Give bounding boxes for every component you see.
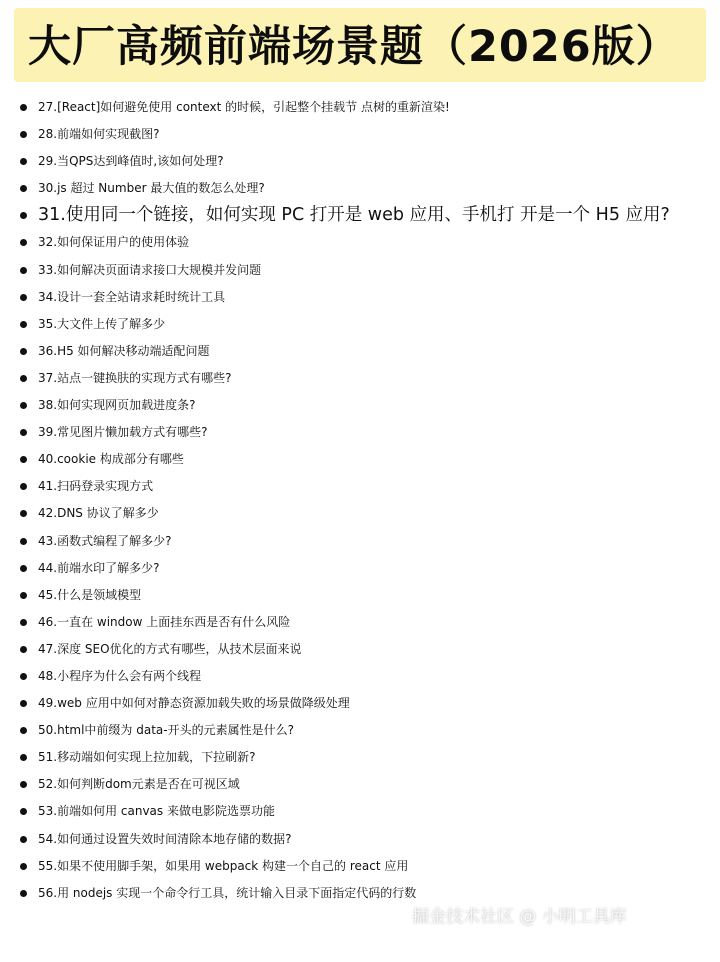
- bullet-icon: [20, 700, 27, 707]
- bullet-icon: [20, 836, 27, 843]
- question-text: 30.js 超过 Number 最大值的数怎么处理?: [38, 181, 265, 196]
- list-item: [18, 853, 718, 880]
- question-text: 44.前端水印了解多少?: [38, 560, 160, 575]
- question-text: 56.用 nodejs 实现一个命令行工具，统计输入目录下面指定代码的行数: [38, 885, 417, 900]
- bullet-icon: [20, 294, 27, 301]
- list-item: [18, 148, 718, 175]
- list-item: [18, 690, 718, 717]
- list-item: [18, 528, 718, 555]
- bullet-icon: [20, 781, 27, 788]
- list-item: [18, 880, 718, 907]
- bullet-icon: [20, 619, 27, 626]
- question-text: 41.扫码登录实现方式: [38, 479, 154, 494]
- bullet-icon: [20, 348, 27, 355]
- bullet-icon: [20, 592, 27, 599]
- list-item: [18, 717, 718, 744]
- bullet-icon: [20, 321, 27, 328]
- list-item: [18, 744, 718, 771]
- question-text: 27.[React]如何避免使用 context 的时候，引起整个挂载节 点树的重新渲染!: [38, 100, 450, 114]
- list-item: [18, 257, 718, 284]
- question-text: 54.如何通过设置失效时间清除本地存储的数据?: [38, 831, 292, 846]
- question-text: 36.H5 如何解决移动端适配问题: [38, 343, 210, 358]
- list-item: [18, 771, 718, 798]
- list-item: [18, 365, 718, 392]
- list-item: [18, 284, 718, 311]
- question-text: 55.如果不使用脚手架，如果用 webpack 构建一个自己的 react 应用: [38, 858, 409, 873]
- question-list: [18, 94, 718, 907]
- question-text: 28.前端如何实现截图?: [38, 127, 160, 142]
- list-item: [18, 94, 718, 121]
- question-text: 53.前端如何用 canvas 来做电影院选票功能: [38, 804, 275, 819]
- bullet-icon: [20, 429, 27, 436]
- question-text: 31.使用同一个链接，如何实现 PC 打开是 web 应用、手机打 开是一个 H5 应用?: [38, 205, 670, 226]
- page-title: 大厂高频前端场景题（2026版）: [28, 22, 680, 72]
- list-item: [18, 338, 718, 365]
- bullet-icon: [20, 185, 27, 192]
- question-text: 38.如何实现网页加载进度条?: [38, 398, 196, 413]
- bullet-icon: [20, 267, 27, 274]
- bullet-icon: [20, 375, 27, 382]
- list-item: [18, 392, 718, 419]
- list-item: [18, 798, 718, 825]
- question-text: 35.大文件上传了解多少: [38, 316, 166, 331]
- list-item: [18, 446, 718, 473]
- question-text: 29.当QPS达到峰值时,该如何处理?: [38, 154, 224, 169]
- question-text: 43.函数式编程了解多少?: [38, 533, 172, 548]
- list-item: [18, 636, 718, 663]
- bullet-icon: [20, 565, 27, 572]
- question-text: 49.web 应用中如何对静态资源加载失败的场景做降级处理: [38, 696, 350, 711]
- question-text: 32.如何保证用户的使用体验: [38, 235, 190, 250]
- list-item: [18, 473, 718, 500]
- list-item: [18, 555, 718, 582]
- list-item: [18, 582, 718, 609]
- list-item: [18, 311, 718, 338]
- bullet-icon: [20, 483, 27, 490]
- list-item: [18, 500, 718, 527]
- list-item: [18, 121, 718, 148]
- bullet-icon: [20, 754, 27, 761]
- question-text: 46.一直在 window 上面挂东西是否有什么风险: [38, 614, 291, 629]
- bullet-icon: [20, 890, 27, 897]
- bullet-icon: [20, 239, 27, 246]
- bullet-icon: [20, 158, 27, 165]
- bullet-icon: [20, 456, 27, 463]
- question-text: 52.如何判断dom元素是否在可视区域: [38, 777, 240, 792]
- list-item: [18, 229, 718, 256]
- question-text: 45.什么是领域模型: [38, 587, 142, 602]
- question-text: 47.深度 SEO优化的方式有哪些，从技术层面来说: [38, 641, 302, 656]
- list-item: [18, 175, 718, 202]
- question-text: 40.cookie 构成部分有哪些: [38, 452, 184, 467]
- bullet-icon: [20, 104, 27, 111]
- bullet-icon: [20, 212, 27, 219]
- bullet-icon: [20, 727, 27, 734]
- question-text: 37.站点一键换肤的实现方式有哪些?: [38, 370, 232, 385]
- bullet-icon: [20, 510, 27, 517]
- list-item: [18, 826, 718, 853]
- bullet-icon: [20, 402, 27, 409]
- list-item: [18, 419, 718, 446]
- question-text: 42.DNS 协议了解多少: [38, 506, 159, 521]
- watermark: 掘金技术社区 @ 小明工具库: [412, 907, 627, 927]
- question-text: 33.如何解决页面请求接口大规模并发问题: [38, 262, 262, 277]
- bullet-icon: [20, 863, 27, 870]
- bullet-icon: [20, 673, 27, 680]
- list-item: [18, 202, 714, 229]
- bullet-icon: [20, 646, 27, 653]
- question-text: 50.html中前缀为 data-开头的元素属性是什么?: [38, 723, 294, 738]
- bullet-icon: [20, 131, 27, 138]
- question-text: 34.设计一套全站请求耗时统计工具: [38, 289, 226, 304]
- question-text: 51.移动端如何实现上拉加载，下拉刷新?: [38, 750, 256, 765]
- list-item: [18, 609, 718, 636]
- list-item: [18, 663, 718, 690]
- bullet-icon: [20, 808, 27, 815]
- question-text: 39.常见图片懒加载方式有哪些?: [38, 425, 208, 440]
- bullet-icon: [20, 538, 27, 545]
- question-text: 48.小程序为什么会有两个线程: [38, 668, 202, 683]
